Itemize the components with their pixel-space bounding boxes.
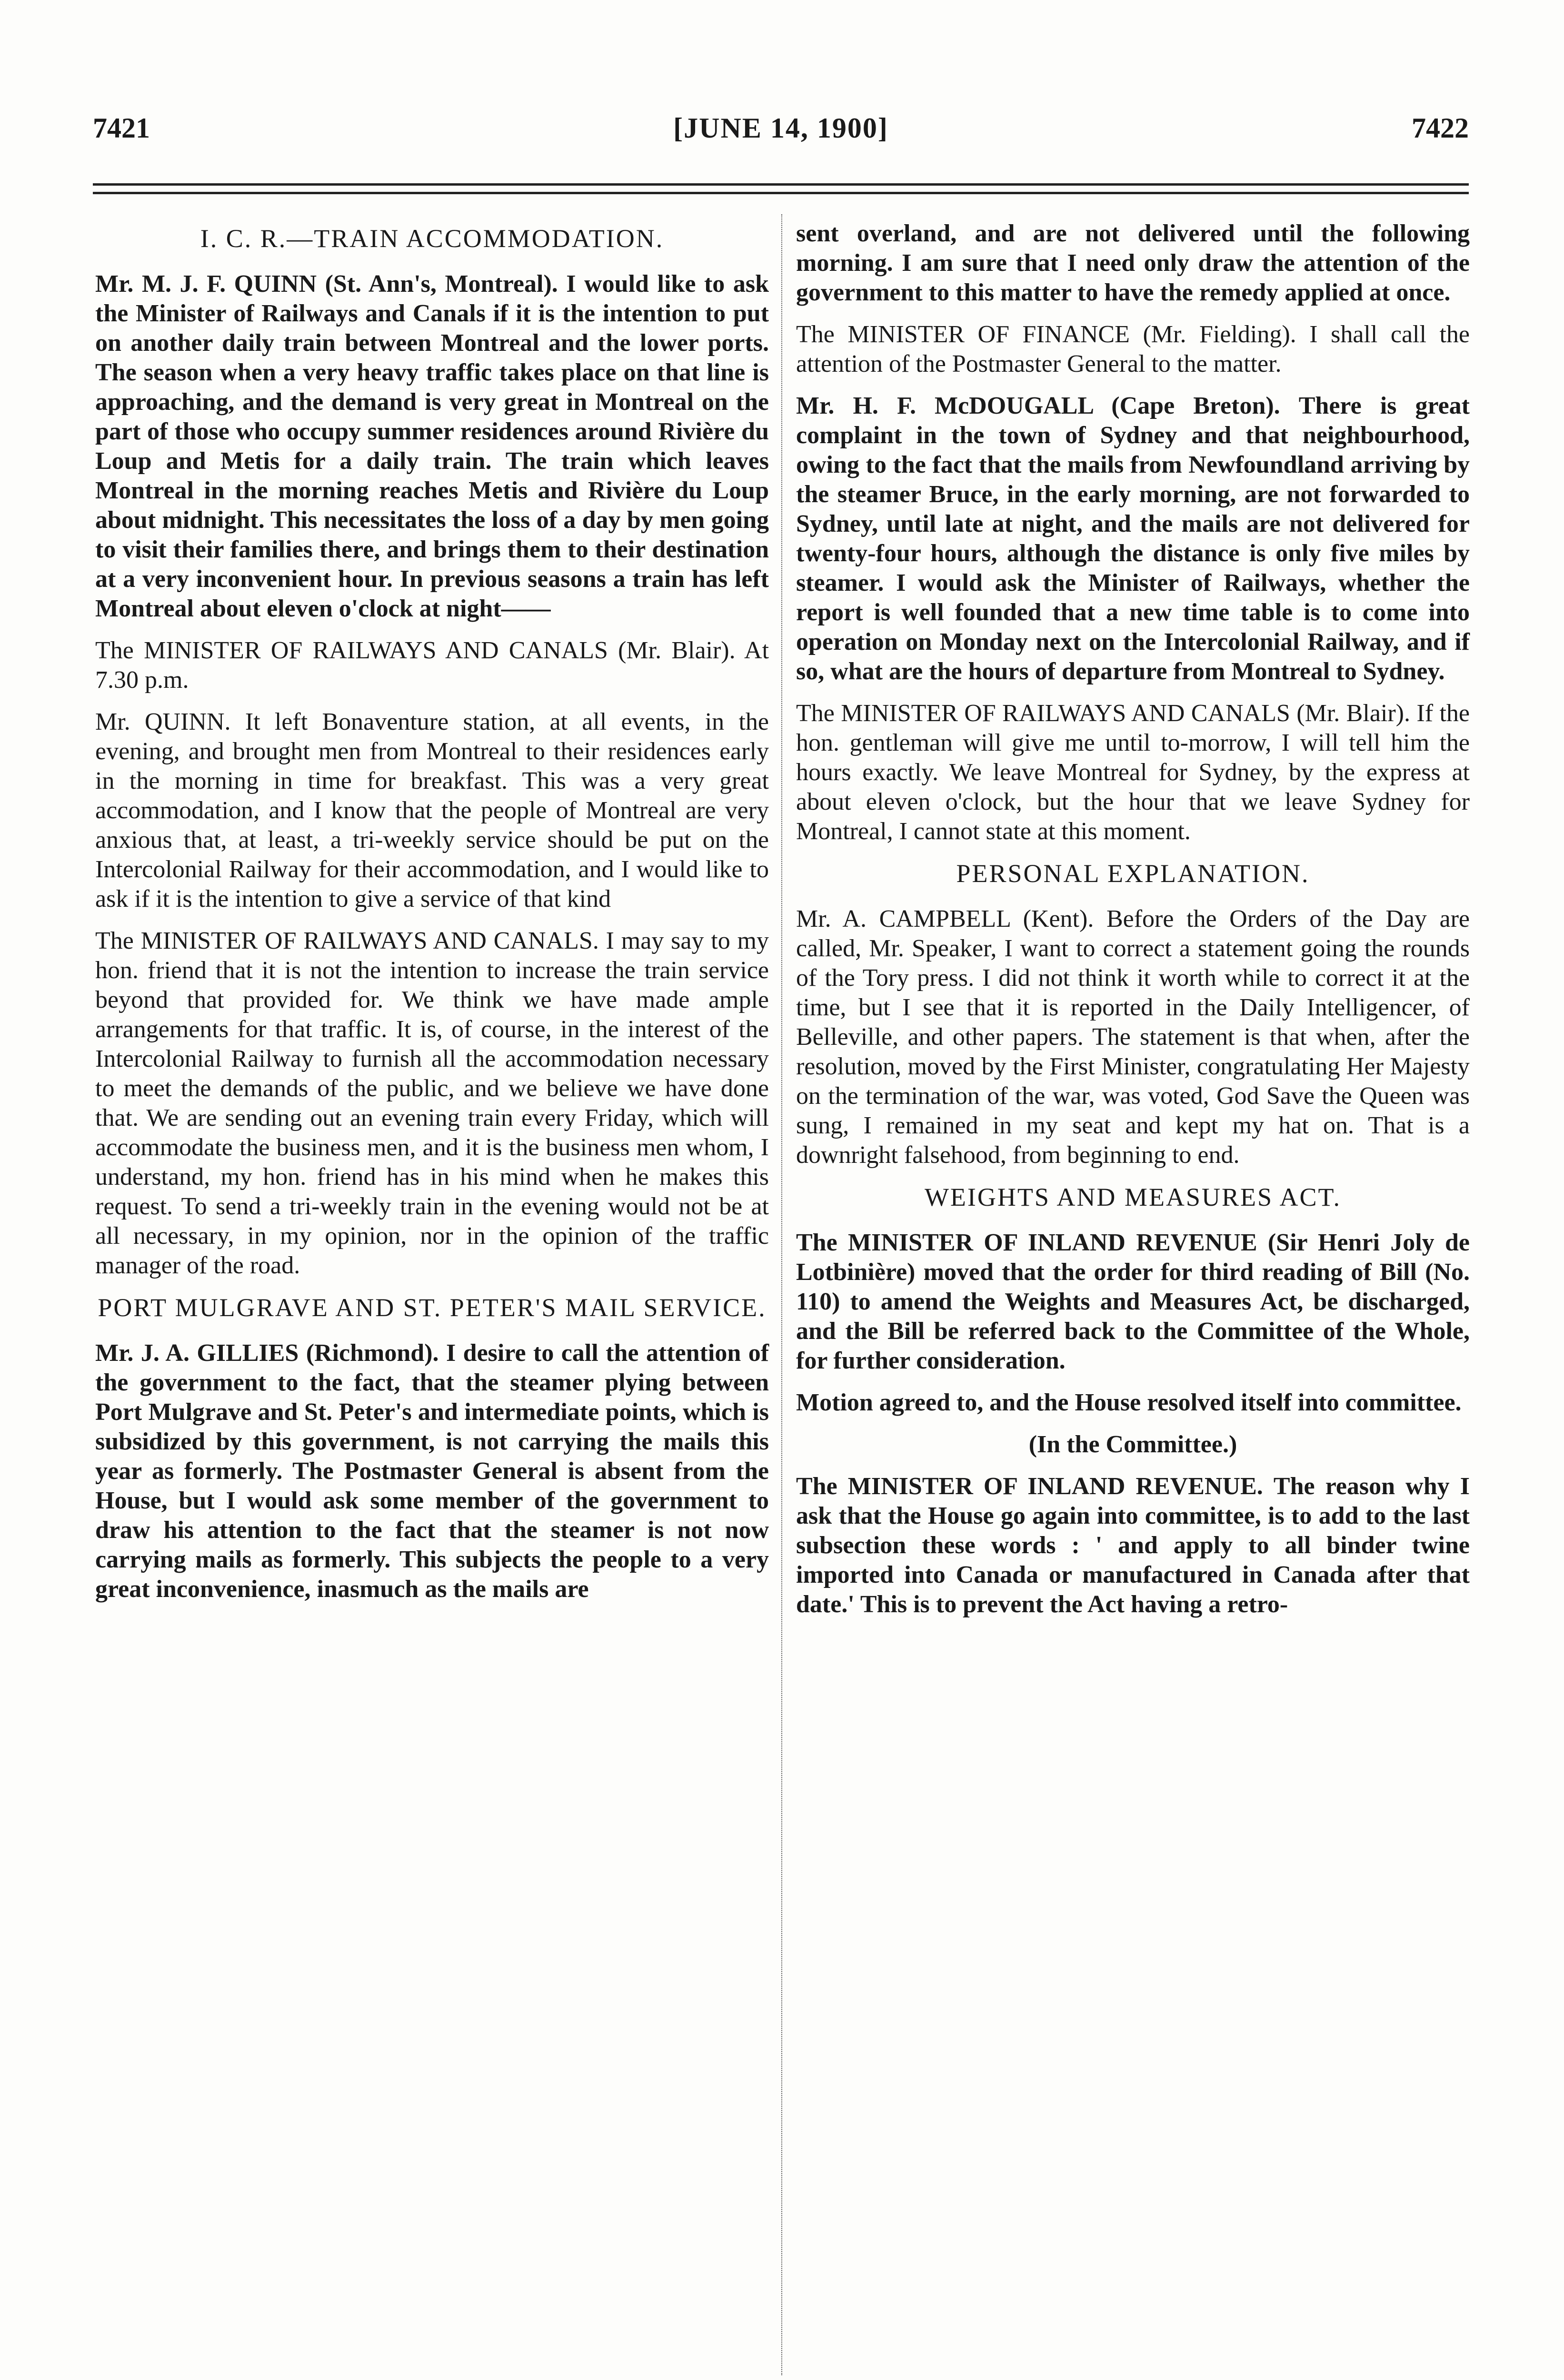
page-header bbox=[93, 98, 1469, 150]
header-rule-top bbox=[93, 183, 1469, 186]
speech-text: moved that the order for third reading of Bill (No. 110) to amend the Weights and Measures Act, be discharged, and the Bill be referred back to the Committee of the Whole, for further consideration. bbox=[796, 1259, 1470, 1374]
section-heading-weights-measures: WEIGHTS AND MEASURES ACT. bbox=[924, 1183, 1342, 1211]
paragraph-minister-railways-hours bbox=[796, 699, 1470, 846]
paragraph-mcdougall bbox=[796, 391, 1470, 686]
speech-text: If the hon. gentleman will give me until to-morrow, I will tell him the hours exactly. We leave Montreal for Sydney, by the express at about eleven o'clock, but the hour that we leave Sydney for Montreal, I cannot state at this moment. bbox=[796, 700, 1470, 845]
speech-text: sent overland, and are not delivered until the following morning. I am sure that I need only draw the attention of the government to this matter to have the remedy applied at once. bbox=[796, 220, 1470, 306]
speaker-name: Mr. H. F. McDOUGALL (Cape Breton). bbox=[796, 392, 1280, 419]
paragraph-quinn-question bbox=[95, 269, 769, 624]
speaker-name: Mr. QUINN. bbox=[95, 708, 231, 735]
speaker-name: Mr. M. J. F. QUINN (St. Ann's, Montreal). bbox=[95, 270, 558, 298]
speaker-name: Mr. A. CAMPBELL (Kent). bbox=[796, 905, 1094, 932]
paragraph-in-committee: (In the Committee.) bbox=[1028, 1431, 1237, 1458]
speaker-name: The MINISTER OF RAILWAYS AND CANALS (Mr. Blair). bbox=[796, 700, 1410, 727]
paragraph-gillies bbox=[95, 1339, 769, 1604]
section-heading-mail-service: PORT MULGRAVE AND ST. PETER'S MAIL SERVICE. bbox=[98, 1293, 767, 1322]
paragraph-minister-inland-revenue-motion bbox=[796, 1228, 1470, 1376]
speaker-name: The MINISTER OF INLAND REVENUE. bbox=[796, 1473, 1263, 1500]
speech-text: It left Bonaventure station, at all events, in the evening, and brought men from Montreal to their residences early in the morning in time for breakfast. This was a very great accommodation, and I know that the people of Montreal are very anxious that, at least, a tri-weekly service should be put on the Intercolonial Railway for their accommodation, and I would like to ask if it is the intention to give a service of that kind bbox=[95, 708, 769, 912]
paragraph-minister-finance bbox=[796, 320, 1470, 379]
speech-text: I may say to my hon. friend that it is not the intention to increase the train service beyond that provided for. We think we have made ample arrangements for that traffic. It is, of course, in the interest of the Intercolonial Railway to furnish all the accommodation necessary to meet the demands of the public, and we believe we have done that. We are sending out an evening train every Friday, which will accommodate the business men, and it is the business men whom, I understand, my hon. friend has in his mind when he makes this request. To send a tri-weekly train in the evening would not be at all necessary, in my opinion, nor in the opinion of the traffic manager of the road. bbox=[95, 927, 769, 1279]
speech-text: I desire to call the attention of the government to the fact, that the steamer plying between Port Mulgrave and St. Peter's and intermediate points, which is subsidized by this government, is not carrying the mails this year as formerly. The Postmaster General is absent from the House, but I would ask some member of the government to draw his attention to the fact that the steamer is not now carrying mails as formerly. This subjects the people to a very great inconvenience, inasmuch as the mails are bbox=[95, 1339, 769, 1603]
speaker-name: The MINISTER OF INLAND REVENUE (Sir Henri Joly de Lotbinière) bbox=[796, 1229, 1470, 1286]
section-heading-personal-explanation: PERSONAL EXPLANATION. bbox=[956, 859, 1310, 888]
paragraph-campbell bbox=[796, 904, 1470, 1170]
speech-text: At 7.30 p.m. bbox=[95, 637, 769, 694]
page-number-right: 7422 bbox=[1412, 112, 1469, 144]
right-column bbox=[796, 219, 1470, 1632]
paragraph-minister-railways-reply bbox=[95, 926, 769, 1280]
section-heading-train-accommodation: I. C. R.—TRAIN ACCOMMODATION. bbox=[200, 224, 664, 253]
speaker-name: The MINISTER OF RAILWAYS AND CANALS (Mr. Blair). bbox=[95, 637, 736, 664]
speaker-name: The MINISTER OF RAILWAYS AND CANALS. bbox=[95, 927, 599, 954]
page-date: [JUNE 14, 1900] bbox=[673, 112, 888, 144]
speaker-name: Mr. J. A. GILLIES (Richmond). bbox=[95, 1339, 439, 1367]
speech-text: I shall call the attention of the Postmaster General to the matter. bbox=[796, 321, 1470, 377]
paragraph-gillies-continued bbox=[796, 219, 1470, 307]
header-rule-bottom bbox=[93, 192, 1469, 194]
speech-text: I would like to ask the Minister of Railways and Canals if it is the intention to put on another daily train between Montreal and the lower ports. The season when a very heavy traffic takes place on that line is approaching, and the demand is very great in Montreal on the part of those who occupy summer residences around Rivière du Loup and Metis for a daily train. The train which leaves Montreal in the morning reaches Metis and Rivière du Loup about midnight. This necessitates the loss of a day by men going to visit their families there, and brings them to their destination at a very inconvenient hour. In previous seasons a train has left Montreal about eleven o'clock at night—— bbox=[95, 270, 769, 622]
speech-text: There is great complaint in the town of Sydney and that neighbourhood, owing to the fact that the mails from Newfoundland arriving by the steamer Bruce, in the early morning, are not forwarded to Sydney, until late at night, and the mails are not delivered for twenty-four hours, although the distance is only five miles by steamer. I would ask the Minister of Railways, whether the report is well founded that a new time table is to come into operation on Monday next on the Intercolonial Railway, and if so, what are the hours of departure from Montreal to Sydney. bbox=[796, 392, 1470, 685]
column-divider bbox=[781, 214, 782, 2375]
speech-text: Before the Orders of the Day are called, Mr. Speaker, I want to correct a statement going the rounds of the Tory press. I did not think it worth while to correct it at the time, but I see that it is reported in the Daily Intelligencer, of Belleville, and other papers. The statement is that when, after the resolution, moved by the First Minister, congratulating Her Majesty on the termination of the war, was voted, God Save the Queen was sung, I remained in my seat and kept my hat on. That is a downright falsehood, from beginning to end. bbox=[796, 905, 1470, 1169]
page-number-left: 7421 bbox=[93, 112, 150, 144]
paragraph-minister-inland-revenue-reason bbox=[796, 1472, 1470, 1619]
paragraph-motion-agreed: Motion agreed to, and the House resolved itself into committee. bbox=[796, 1389, 1462, 1416]
left-column bbox=[95, 219, 769, 1616]
paragraph-quinn-continued bbox=[95, 707, 769, 914]
speaker-name: The MINISTER OF FINANCE (Mr. Fielding). bbox=[796, 321, 1296, 348]
paragraph-blair-interjection bbox=[95, 636, 769, 695]
speech-text: The reason why I ask that the House go again into committee, is to add to the last subsection these words : ' and apply to all binder twine imported into Canada or manufactured in Canada after that date.' This is to prevent the Act having a retro- bbox=[796, 1473, 1470, 1618]
